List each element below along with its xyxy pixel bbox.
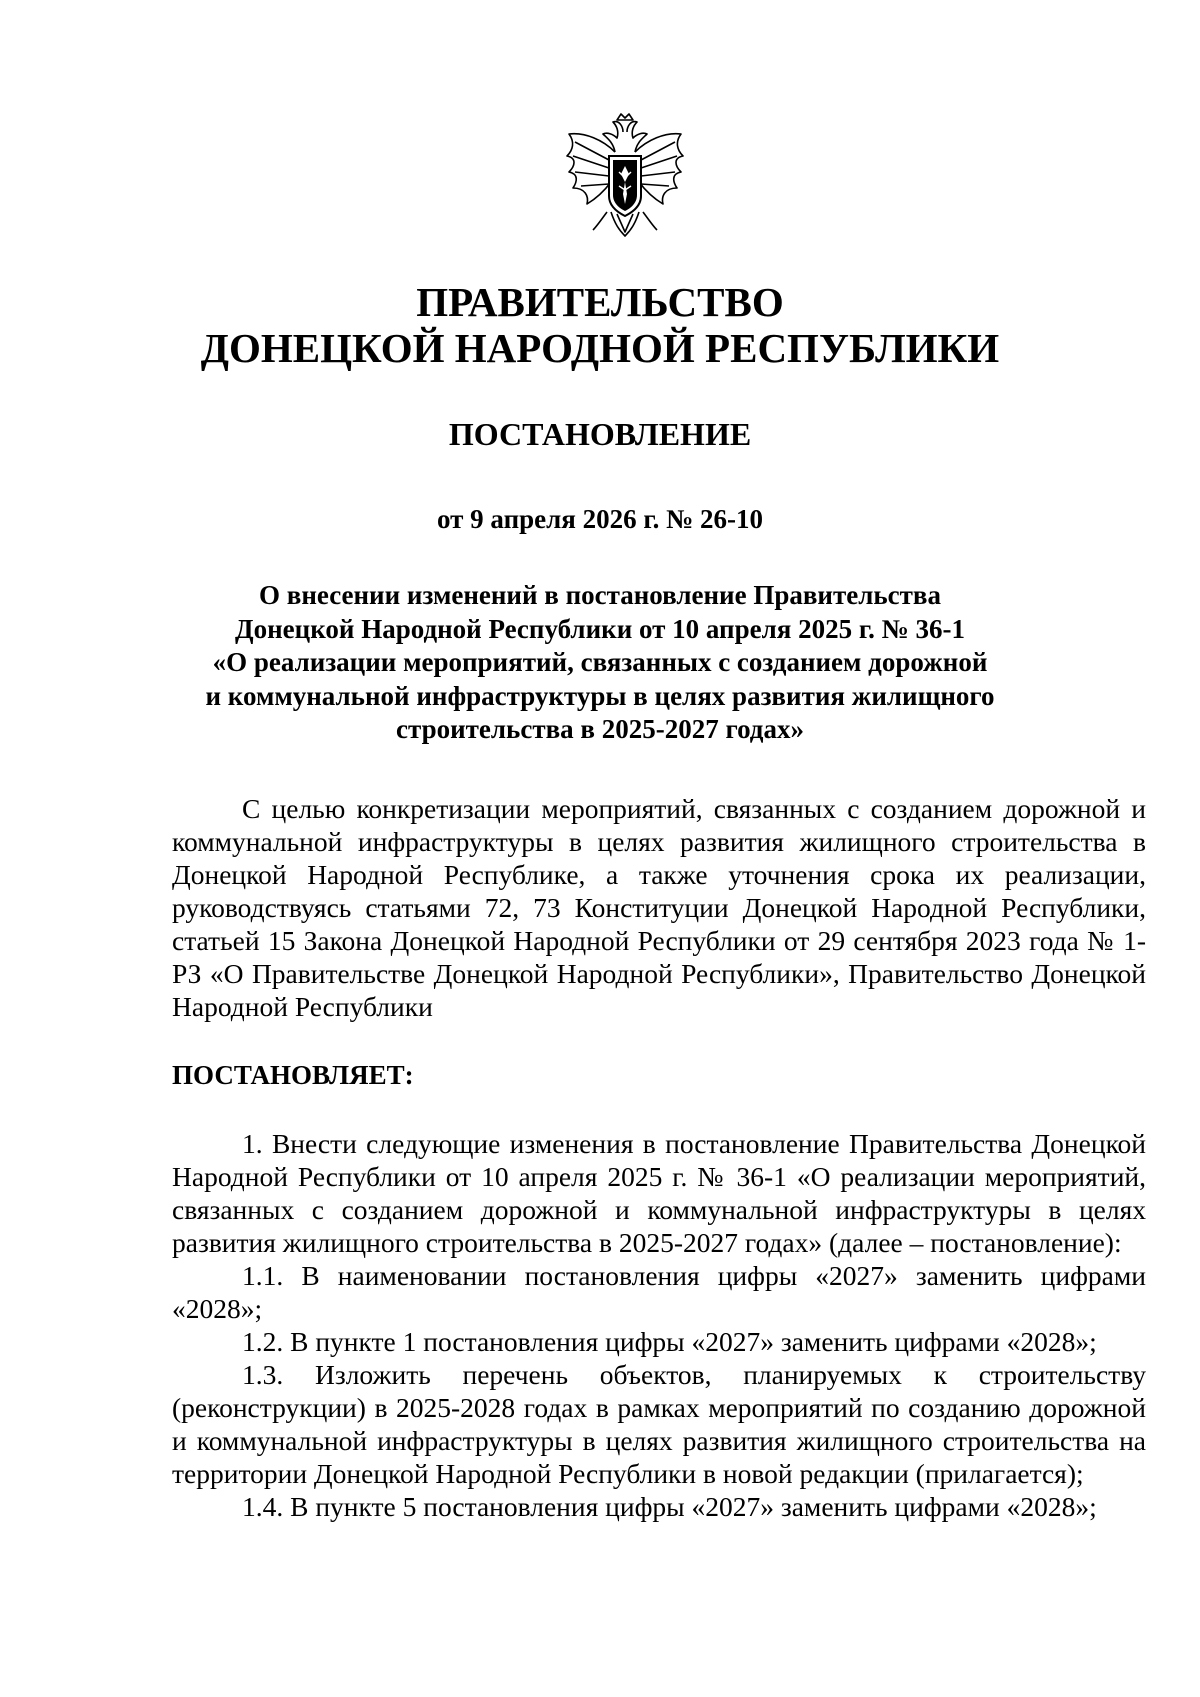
- government-name-line1: ПРАВИТЕЛЬСТВО: [416, 279, 784, 325]
- decree-item-1-3: 1.3. Изложить перечень объектов, планируемых к строительству (реконструкции) в 2025-2028 годах в рамках мероприятий по созданию дорожной и коммунальной инфраструктуры в целях развития жилищного строительства на территории Донецкой Народной Республики в новой редакции (прилагается);: [172, 1359, 1146, 1489]
- decree-item-1-4: 1.4. В пункте 5 постановления цифры «2027» заменить цифрами «2028»;: [242, 1491, 1097, 1522]
- preamble-paragraph: С целью конкретизации мероприятий, связанных с созданием дорожной и коммунальной инфраструктуры в целях развития жилищного строительства в Донецкой Народной Республике, а также уточнения срока их реализации, руководствуясь статьями 72, 73 Конституции Донецкой Народной Республики, статьей 15 Закона Донецкой Народной Республики от 29 сентября 2023 года № 1-РЗ «О Правительстве Донецкой Народной Республики», Правительство Донецкой Народной Республики: [172, 793, 1146, 1022]
- decree-item-1-1: 1.1. В наименовании постановления цифры «2027» заменить цифрами «2028»;: [172, 1260, 1146, 1324]
- document-title-line: и коммунальной инфраструктуры в целях развития жилищного: [205, 680, 995, 711]
- decree-item-1-2: 1.2. В пункте 1 постановления цифры «2027» заменить цифрами «2028»;: [242, 1326, 1097, 1357]
- government-name-line2: ДОНЕЦКОЙ НАРОДНОЙ РЕСПУБЛИКИ: [200, 325, 1000, 371]
- document-title-line: О внесении изменений в постановление Правительства: [259, 580, 941, 610]
- document-type: ПОСТАНОВЛЕНИЕ: [448, 416, 752, 452]
- coat-of-arms-icon: [563, 112, 687, 250]
- document-title-line: Донецкой Народной Республики от 10 апреля 2025 г. № 36-1: [235, 613, 965, 644]
- document-title-line: строительства в 2025-2027 годах»: [396, 714, 804, 744]
- document-date-number: от 9 апреля 2026 г. № 26-10: [437, 504, 763, 534]
- decree-item-1: 1. Внести следующие изменения в постановление Правительства Донецкой Народной Республики от 10 апреля 2025 г. № 36-1 «О реализации мероприятий, связанных с созданием дорожной и коммунальной инфраструктуры в целях развития жилищного строительства в 2025-2027 годах» (далее – постановление):: [172, 1128, 1146, 1258]
- document-title: [170, 579, 1030, 747]
- decree-word: ПОСТАНОВЛЯЕТ:: [172, 1060, 414, 1090]
- document-title-line: «О реализации мероприятий, связанных с созданием дорожной: [212, 647, 988, 677]
- decree-items: [172, 1127, 1146, 1523]
- government-name: [0, 279, 1200, 371]
